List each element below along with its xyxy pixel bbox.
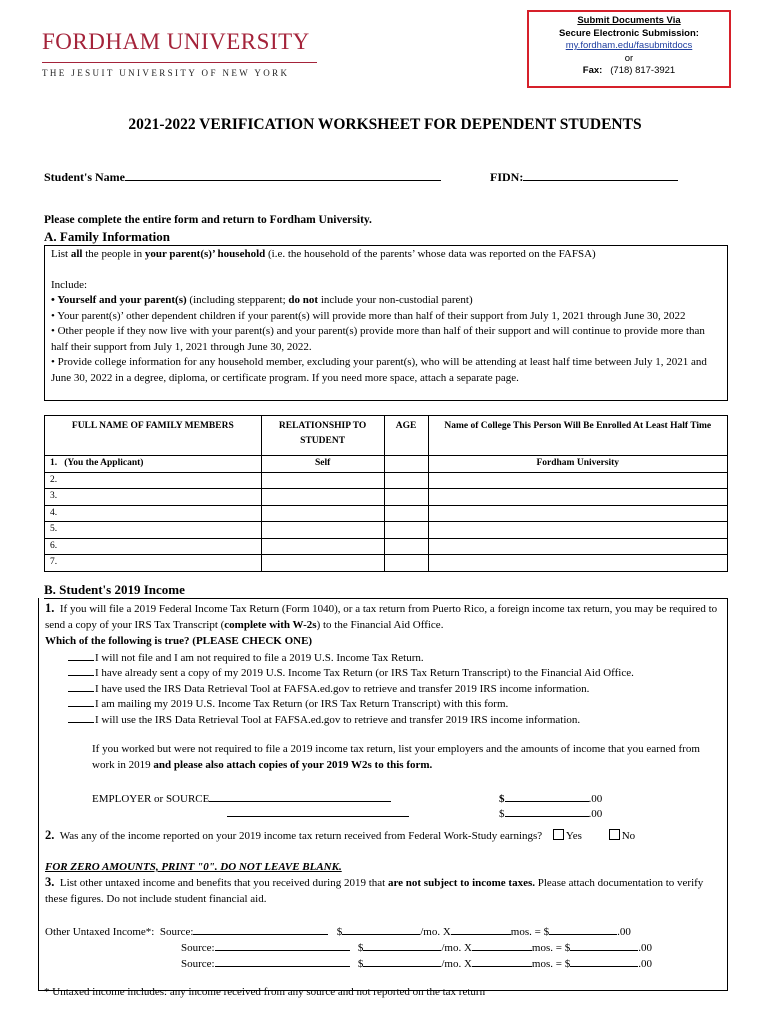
age-cell[interactable] [384,555,428,572]
col-college: Name of College This Person Will Be Enrolled At Least Half Time [428,416,727,456]
relationship-cell[interactable] [261,522,384,539]
untaxed-footnote: * Untaxed income includes: any income received from any source and not reported on the tax return [44,986,486,998]
monthly-field-1[interactable] [342,923,420,935]
section-b-heading: B. Student's 2019 Income [44,582,185,597]
fidn-label: FIDN: [490,170,524,184]
employer-amount-1: $ .00 [499,790,602,808]
age-cell[interactable] [384,456,428,473]
source-field-1[interactable] [193,923,328,935]
relationship-cell[interactable]: Self [261,456,384,473]
page-title: 2021-2022 VERIFICATION WORKSHEET FOR DEPENDENT STUDENTS [128,116,642,133]
instructions: Please complete the entire form and return to Fordham University. [44,214,372,226]
question-2: 2. Was any of the income reported on your 2019 income tax return received from Federal Work-Study earnings? Yes No [45,828,636,842]
relationship-cell[interactable] [261,555,384,572]
section-a-heading: A. Family Information [44,229,171,244]
logo-title: FORDHAM UNIVERSITY [42,29,310,54]
table-row [45,456,728,473]
total-field-1[interactable] [549,923,617,935]
employer-field-2[interactable] [227,805,409,817]
college-cell[interactable] [428,472,727,489]
age-cell[interactable] [384,538,428,555]
col-age: AGE [384,416,428,456]
submit-documents-box [527,10,731,88]
zero-amounts-note: FOR ZERO AMOUNTS, PRINT "0". DO NOT LEAVE BLANK. [45,861,342,873]
fidn-line [490,168,678,185]
family-members-table [44,415,728,572]
student-income-box [38,598,728,991]
relationship-cell[interactable] [261,489,384,506]
family-info-box [44,245,728,401]
monthly-field-3[interactable] [363,955,441,967]
table-row [45,538,728,555]
yes-checkbox[interactable] [553,829,564,840]
fordham-logo [42,30,317,78]
source-field-2[interactable] [215,939,350,951]
member-name-cell[interactable]: 3. [45,489,262,506]
source-field-3[interactable] [215,955,350,967]
submit-or: or [624,52,634,64]
yes-label: Yes [565,830,582,842]
college-cell[interactable] [428,555,727,572]
col-relationship: RELATIONSHIP TO STUDENT [261,416,384,456]
bullet-dependent-children: • Your parent(s)’ other dependent children if your parent(s) will provide more than half of their support from July 1, 2021 through June 30, 2022 [51,309,686,322]
college-cell[interactable] [428,522,727,539]
option-2[interactable]: I have already sent a copy of my 2019 U.S. Income Tax Return (or IRS Tax Return Transcript) to the Financial Aid Office. [68,665,634,682]
employer-amount-2: $ .00 [499,805,602,823]
college-cell[interactable] [428,489,727,506]
submit-secure-label: Secure Electronic Submission: [559,27,699,39]
member-name-cell[interactable]: 2. [45,472,262,489]
submit-link[interactable]: my.fordham.edu/fasubmitdocs [565,40,693,51]
table-row [45,555,728,572]
which-is-true: Which of the following is true? (PLEASE CHECK ONE) [45,635,313,647]
table-header-row [45,416,728,456]
no-label: No [621,830,636,842]
list-instruction: List all the people in your parent(s)’ household (i.e. the household of the parents’ whose data was reported on the FAFSA) [51,248,596,260]
member-name-cell[interactable]: 7. [45,555,262,572]
amount-field-1[interactable] [505,790,589,802]
fax-label: Fax: [582,65,603,76]
member-name-cell[interactable]: 4. [45,505,262,522]
relationship-cell[interactable] [261,538,384,555]
age-cell[interactable] [384,505,428,522]
option-4[interactable]: I am mailing my 2019 U.S. Income Tax Return (or IRS Tax Return Transcript) with this form. [68,696,508,713]
age-cell[interactable] [384,472,428,489]
fax-number: (718) 817-3921 [610,65,676,76]
table-row [45,489,728,506]
age-cell[interactable] [384,522,428,539]
include-label: Include: [51,278,88,291]
bullet-other-people: • Other people if they now live with your parent(s) and your parent(s) provide more than half of their support and will continue to provide more than half their support from July 1, 2021 through June 30, 2022. [51,325,705,353]
relationship-cell[interactable] [261,472,384,489]
member-name-cell[interactable]: 5. [45,522,262,539]
option-3[interactable]: I have used the IRS Data Retrieval Tool at FAFSA.ed.gov to retrieve and transfer 2019 IRS income information. [68,681,589,698]
employer-label: EMPLOYER or SOURCE [92,793,210,805]
untaxed-row-3: Source: $ /mo. X mos. = $ .00 [181,955,652,971]
college-cell[interactable] [428,538,727,555]
student-name-field[interactable] [125,168,441,181]
untaxed-row-1: Other Untaxed Income*: Source: $ /mo. X mos. = $ .00 [45,923,631,939]
option-5[interactable]: I will use the IRS Data Retrieval Tool at FAFSA.ed.gov to retrieve and transfer 2019 IRS income information. [68,712,580,729]
months-field-2[interactable] [472,939,532,951]
fax-line [529,65,729,78]
total-field-2[interactable] [570,939,638,951]
table-row [45,522,728,539]
employer-field-1[interactable] [209,790,391,802]
college-cell[interactable] [428,505,727,522]
logo-rule [42,62,317,63]
relationship-cell[interactable] [261,505,384,522]
worked-note: If you worked but were not required to file a 2019 income tax return, list your employers and the amounts of income that you earned from work in 2019 and please also attach copies of your 2019 W2s to this form. [92,743,700,771]
other-untaxed-label: Other Untaxed Income*: [45,926,155,938]
fidn-field[interactable] [523,168,678,181]
submit-heading: Submit Documents Via [577,15,681,26]
student-name-label: Student's Name [44,170,126,184]
monthly-field-2[interactable] [363,939,441,951]
total-field-3[interactable] [570,955,638,967]
employer-line-2 [227,805,409,823]
age-cell[interactable] [384,489,428,506]
question-1: 1. If you will file a 2019 Federal Income Tax Return (Form 1040), or a tax return from Puerto Rico, a foreign income tax return, you may be required to send a copy of your IRS Tax Transcript (complete with W-2s) to the Financial Aid Office. [45,601,718,631]
member-name-cell[interactable]: 6. [45,538,262,555]
bullet-college-info: • Provide college information for any household member, excluding your parent(s), who will be attending at least half time between July 1, 2021 and June 30, 2022 in a degree, diploma, or certificate program. If you need more space, attach a separate page. [51,356,707,384]
student-name-line [44,168,441,185]
col-full-name: FULL NAME OF FAMILY MEMBERS [45,416,262,456]
table-row [45,472,728,489]
logo-subtitle: THE JESUIT UNIVERSITY OF NEW YORK [42,68,290,78]
no-checkbox[interactable] [609,829,620,840]
months-field-1[interactable] [451,923,511,935]
amount-field-2[interactable] [505,805,589,817]
table-row [45,505,728,522]
question-3: 3. List other untaxed income and benefits that you received during 2019 that are not subject to income taxes. Please attach documentation to verify these figures. Do not include student financial aid. [45,875,704,905]
college-cell[interactable]: Fordham University [428,456,727,473]
option-1[interactable]: I will not file and I am not required to file a 2019 U.S. Income Tax Return. [68,650,424,667]
member-name-cell[interactable]: 1. (You the Applicant) [45,456,262,473]
months-field-3[interactable] [472,955,532,967]
bullet-yourself: • Yourself and your parent(s) (including stepparent; do not include your non-custodial parent) [51,294,473,306]
untaxed-row-2: Source: $ /mo. X mos. = $ .00 [181,939,652,955]
